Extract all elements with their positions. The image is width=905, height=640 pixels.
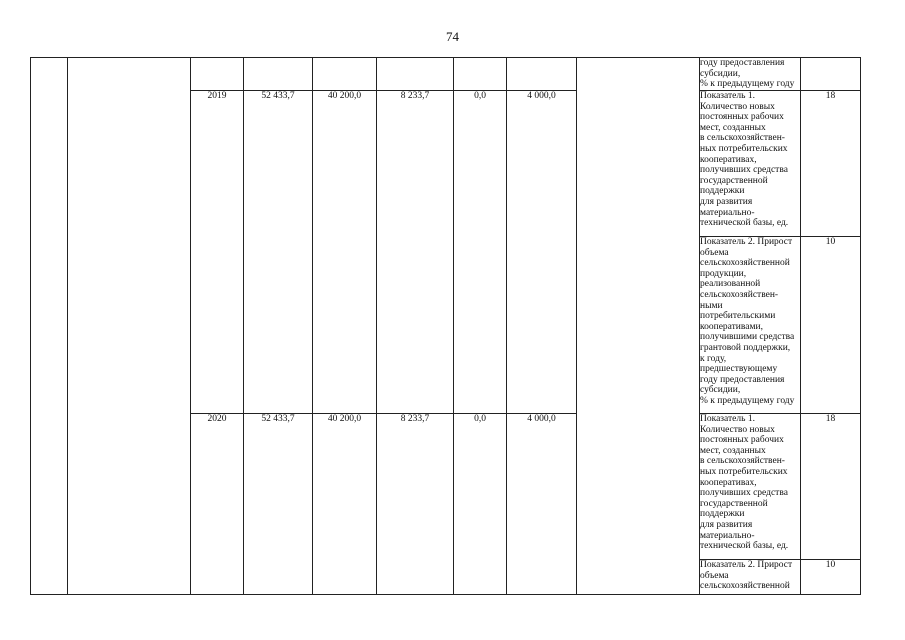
indicator-cell <box>700 560 801 595</box>
indicator-line: Показатель 2. Прирост <box>700 237 793 247</box>
other-sources-cell: 4 000,0 <box>507 414 577 595</box>
indicator-line: потребительскими <box>700 311 776 322</box>
indicator-line: субсидии, <box>700 385 741 396</box>
indicator-cell <box>700 58 801 91</box>
year-cell: 2020 <box>191 414 244 595</box>
indicator-line: году предоставления <box>700 374 785 385</box>
indicator-line: ными <box>700 300 723 311</box>
indicator-line: получивших средства <box>700 165 788 176</box>
indicator-line: мест, созданных <box>700 445 766 456</box>
indicator-line: постоянных рабочих <box>700 112 784 123</box>
year-cell: 2019 <box>191 91 244 414</box>
federal-budget-cell <box>313 58 377 91</box>
indicator-line: материально- <box>700 207 755 218</box>
indicator-line: в сельскохозяйствен- <box>700 456 785 467</box>
indicator-line: продукции, <box>700 268 747 279</box>
indicator-line: поддержки <box>700 509 745 520</box>
indicator-line: Количество новых <box>700 424 775 435</box>
indicator-line: государственной <box>700 498 768 509</box>
regional-budget-cell: 8 233,7 <box>377 91 454 414</box>
indicator-cell <box>700 237 801 414</box>
local-budget-cell <box>454 58 507 91</box>
regional-budget-cell: 8 233,7 <box>377 414 454 595</box>
indicator-line: для развития <box>700 196 753 207</box>
local-budget-cell: 0,0 <box>454 91 507 414</box>
indicator-line: реализованной <box>700 279 761 290</box>
indicator-line: грантовой поддержки, <box>700 342 791 353</box>
indicator-line: кооперативах, <box>700 154 757 165</box>
indicator-line: Показатель 1. <box>700 414 755 424</box>
indicator-line: Показатель 1. <box>700 91 755 101</box>
regional-budget-cell <box>377 58 454 91</box>
indicator-line: поддержки <box>700 186 745 197</box>
page-number: 74 <box>446 29 459 44</box>
indicator-line: субсидии, <box>700 68 741 79</box>
indicator-line: году предоставления <box>700 58 785 68</box>
other-sources-cell: 4 000,0 <box>507 91 577 414</box>
indicator-line: к году, <box>700 353 727 364</box>
indicator-line: государственной <box>700 175 768 186</box>
indicator-line: получившими средства <box>700 332 795 343</box>
indicator-line: постоянных рабочих <box>700 435 784 446</box>
indicator-line: ных потребительских <box>700 143 788 154</box>
indicator-line: ных потребительских <box>700 466 788 477</box>
indicator-line: объема <box>700 570 729 581</box>
target-value-cell: 10 <box>801 237 861 414</box>
indicator-line: для развития <box>700 519 753 530</box>
target-value-cell <box>801 58 861 91</box>
indicator-line: получивших средства <box>700 488 788 499</box>
indicator-line: технической базы, ед. <box>700 541 789 552</box>
federal-budget-cell: 40 200,0 <box>313 91 377 414</box>
indicator-line: предшествующему <box>700 364 778 375</box>
continuation-row <box>31 58 861 91</box>
target-value-cell: 18 <box>801 91 861 237</box>
indicator-line: сельскохозяйственной <box>700 581 790 592</box>
indicator-line: сельскохозяйственной <box>700 258 790 269</box>
program-table <box>30 57 861 595</box>
indicator-line: кооперативах, <box>700 477 757 488</box>
federal-budget-cell: 40 200,0 <box>313 414 377 595</box>
other-sources-cell <box>507 58 577 91</box>
indicator-line: Показатель 2. Прирост <box>700 560 793 570</box>
year-cell <box>191 58 244 91</box>
number-cell <box>31 58 68 595</box>
indicator-line: мест, созданных <box>700 122 766 133</box>
local-budget-cell: 0,0 <box>454 414 507 595</box>
indicator-line: материально- <box>700 530 755 541</box>
indicator-line: в сельскохозяйствен- <box>700 133 785 144</box>
total-cell: 52 433,7 <box>244 414 313 595</box>
total-cell <box>244 58 313 91</box>
target-value-cell: 18 <box>801 414 861 560</box>
target-value-cell: 10 <box>801 560 861 595</box>
indicator-line: Количество новых <box>700 101 775 112</box>
indicator-line: % к предыдущему году <box>700 395 795 406</box>
indicator-cell <box>700 91 801 237</box>
result-cell <box>577 58 700 595</box>
indicator-cell <box>700 414 801 560</box>
indicator-line: технической базы, ед. <box>700 218 789 229</box>
total-cell: 52 433,7 <box>244 91 313 414</box>
indicator-line: объема <box>700 247 729 258</box>
indicator-line: % к предыдущему году <box>700 79 795 90</box>
indicator-line: сельскохозяйствен- <box>700 289 779 300</box>
name-cell <box>68 58 191 595</box>
indicator-line: кооперативами, <box>700 321 763 332</box>
